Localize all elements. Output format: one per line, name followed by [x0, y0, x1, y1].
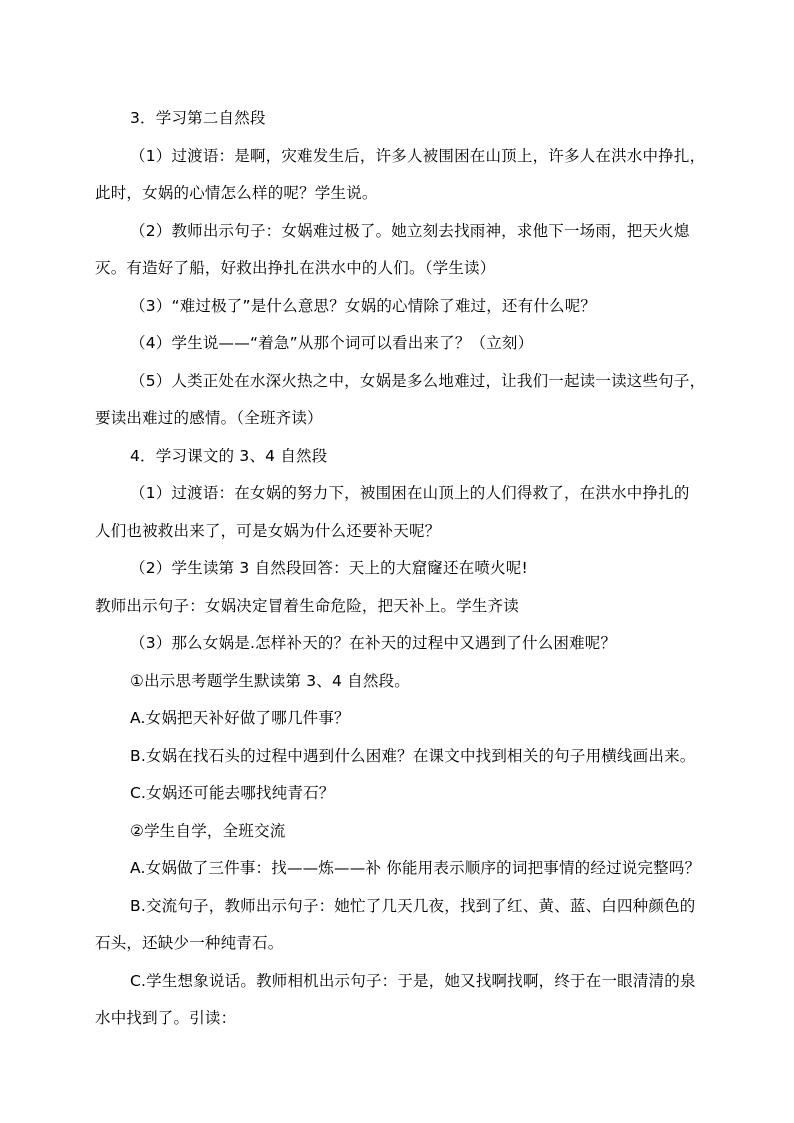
- paragraph-line: 要读出难过的感情。（全班齐读）: [95, 409, 323, 427]
- paragraph-line: 人们也被救出来了，可是女娲为什么还要补天呢？: [95, 522, 441, 540]
- paragraph-line: （3）“难过极了”是什么意思？女娲的心情除了难过，还有什么呢？: [130, 297, 597, 315]
- paragraph-line: （1）过渡语：是啊，灾难发生后，许多人被围困在山顶上，许多人在洪水中挣扎，: [130, 147, 706, 165]
- paragraph-line: （2）学生读第 3 自然段回答：天上的大窟窿还在喷火呢!: [130, 559, 528, 577]
- paragraph-line: （3）那么女娲是.怎样补天的？在补天的过程中又遇到了什么困难呢？: [130, 634, 617, 652]
- heading-section-4: 4．学习课文的 3、4 自然段: [130, 447, 328, 465]
- heading-section-3: 3．学习第二自然段: [130, 109, 266, 127]
- question-item: C.女娲还可能去哪找纯青石？: [130, 784, 335, 802]
- paragraph-line: 石头，还缺少一种纯青石。: [95, 934, 284, 952]
- answer-item: C.学生想象说话。教师相机出示句子：于是，她又找啊找啊，终于在一眼清清的泉: [130, 972, 696, 990]
- paragraph-line: 水中找到了。引读：: [95, 1009, 237, 1027]
- paragraph-line: （1）过渡语：在女娲的努力下，被围困在山顶上的人们得救了，在洪水中挣扎的: [130, 484, 690, 502]
- answer-item: B.交流句子，教师出示句子：她忙了几天几夜，找到了红、黄、蓝、白四种颜色的: [130, 897, 696, 915]
- paragraph-line: （4）学生说——“着急”从那个词可以看出来了？（立刻）: [130, 334, 534, 352]
- paragraph-line: ①出示思考题学生默读第 3、4 自然段。: [130, 672, 410, 690]
- paragraph-line: 教师出示句子：女娲决定冒着生命危险，把天补上。学生齐读: [95, 597, 519, 615]
- question-item: B.女娲在找石头的过程中遇到什么困难？在课文中找到相关的句子用横线画出来。: [130, 747, 696, 765]
- paragraph-line: 灭。有造好了船，好救出挣扎在洪水中的人们。（学生读）: [95, 259, 496, 277]
- paragraph-line: （2）教师出示句子：女娲难过极了。她立刻去找雨神，求他下一场雨，把天火熄: [130, 222, 690, 240]
- paragraph-line: ②学生自学，全班交流: [130, 822, 286, 840]
- paragraph-line: （5）人类正处在水深火热之中，女娲是多么地难过，让我们一起读一读这些句子，: [130, 372, 706, 390]
- question-item: A.女娲把天补好做了哪几件事？: [130, 709, 350, 727]
- paragraph-line: 此时，女娲的心情怎么样的呢？学生说。: [95, 184, 378, 202]
- answer-item: A.女娲做了三件事：找——炼——补 你能用表示顺序的词把事情的经过说完整吗？: [130, 859, 701, 877]
